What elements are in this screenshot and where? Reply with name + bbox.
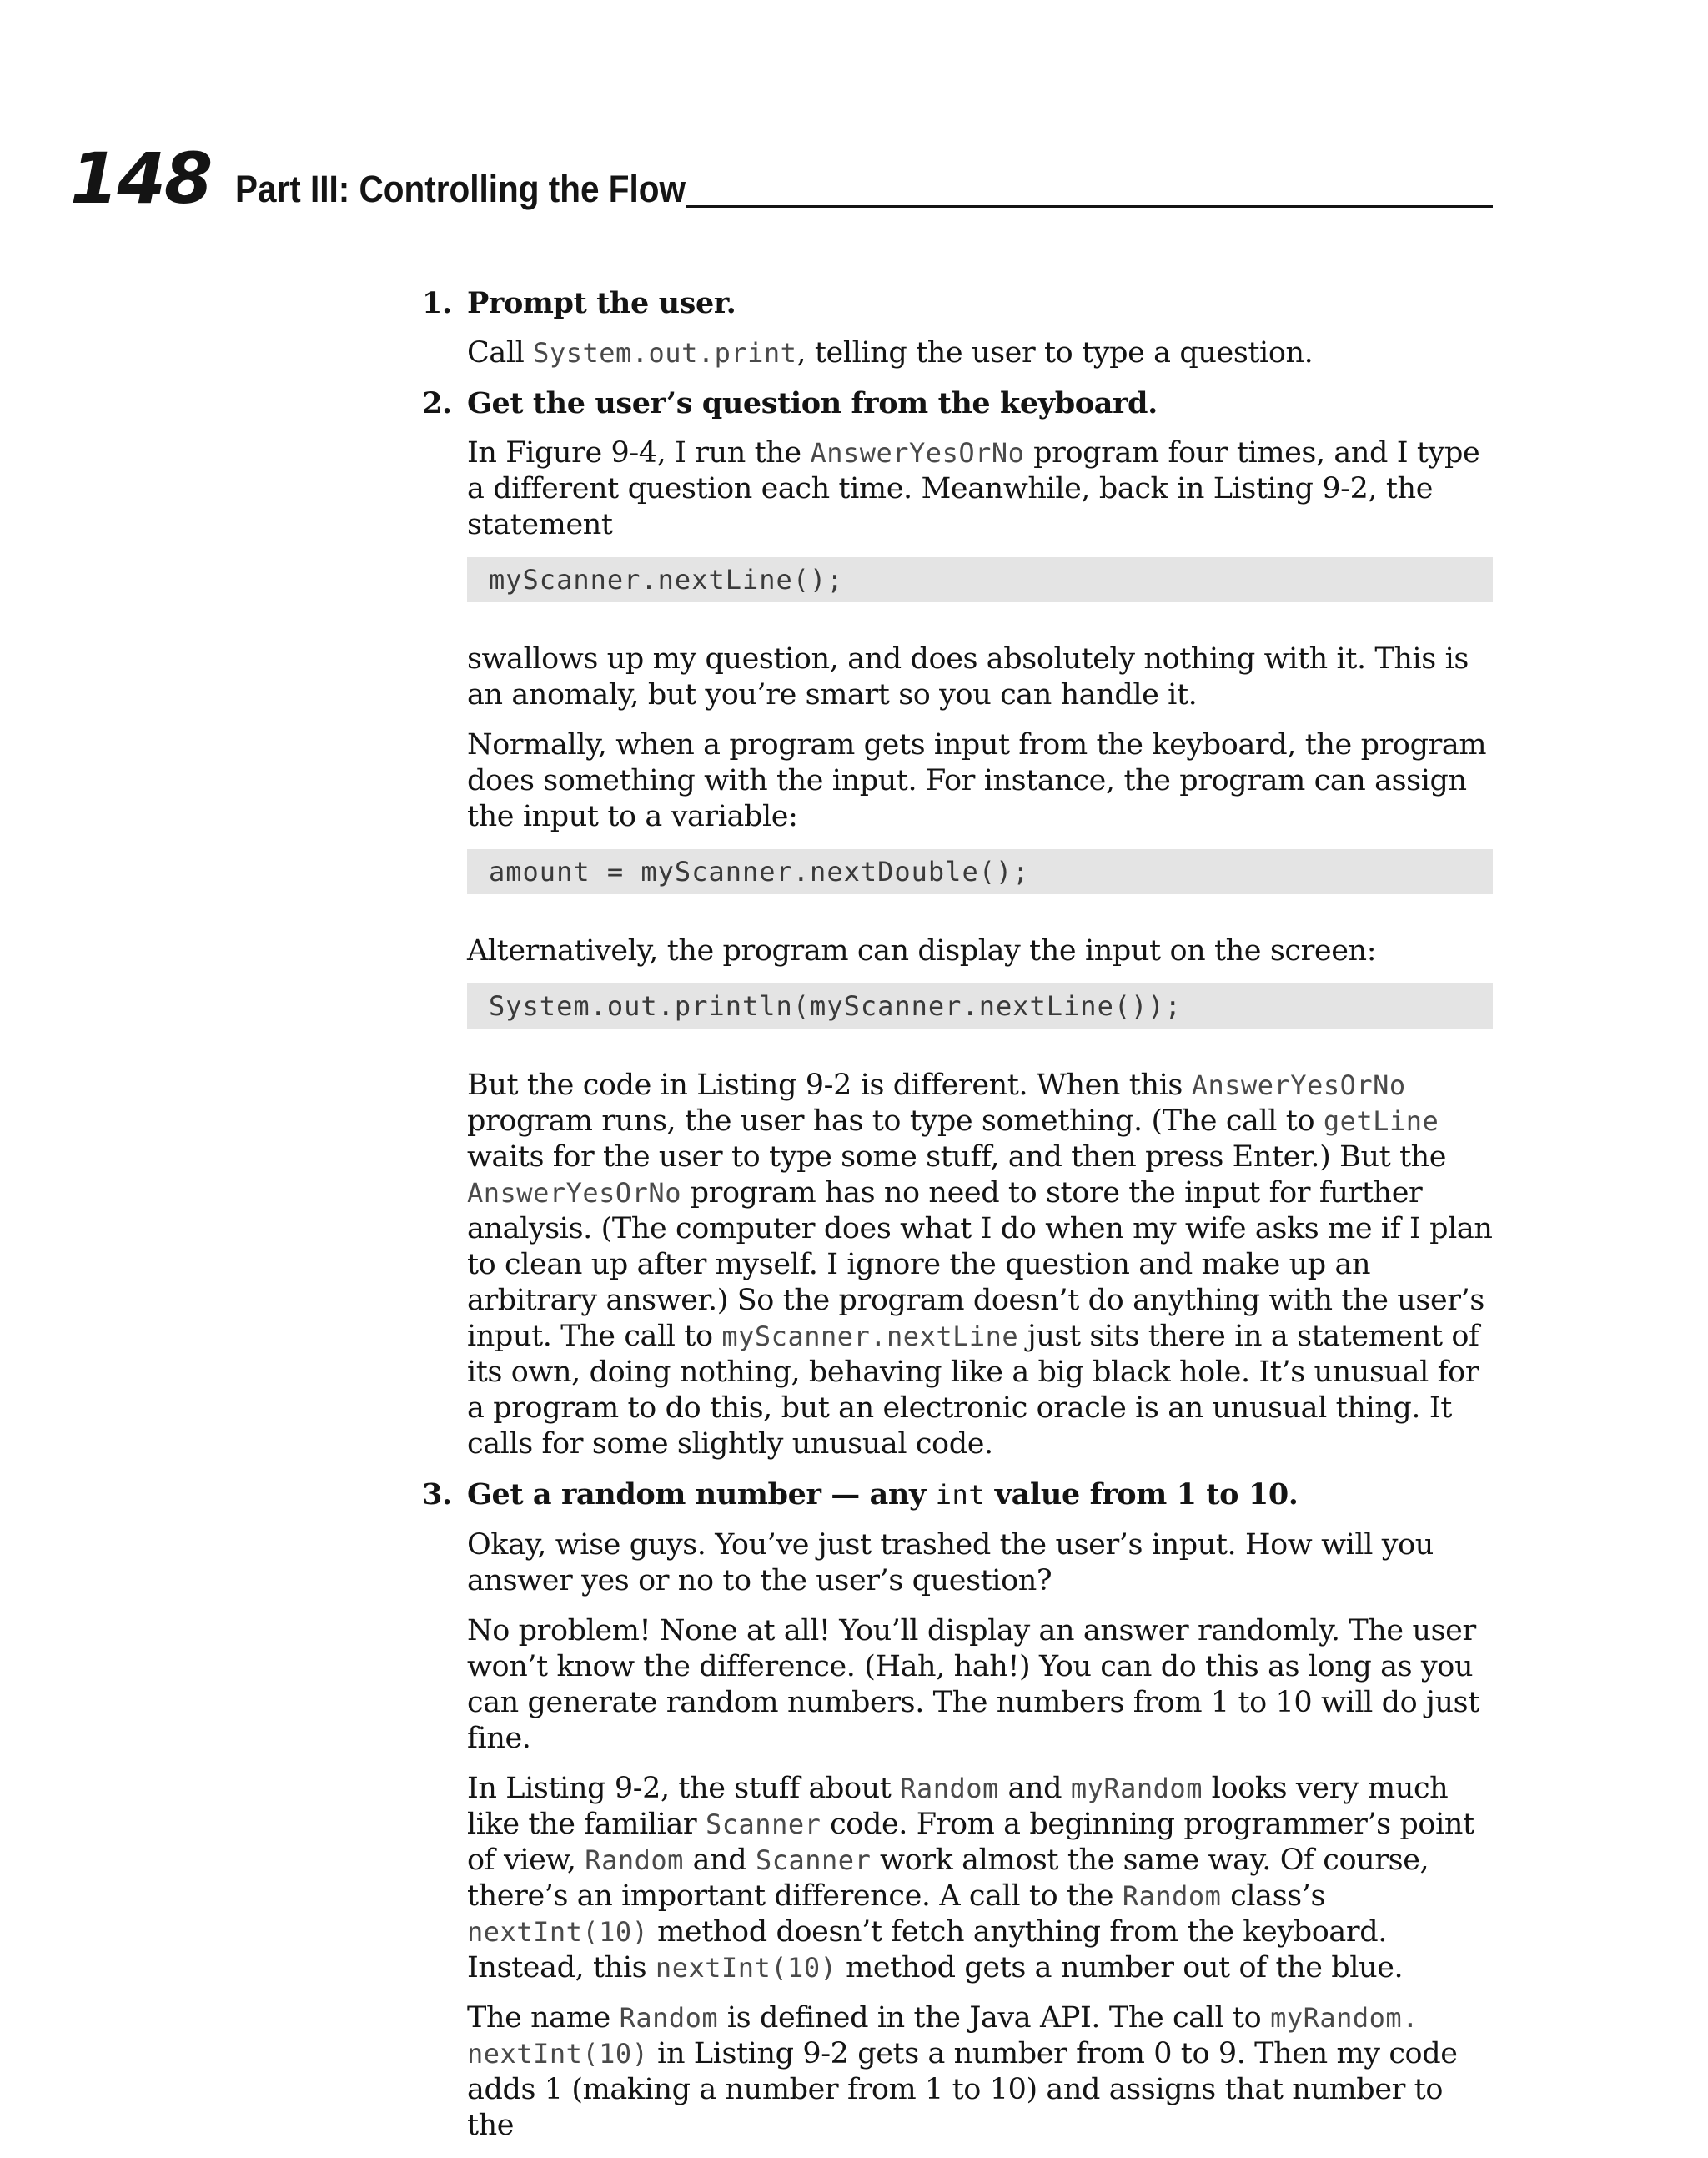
- step-2-paragraph-4: Alternatively, the program can display the input on the screen:: [467, 934, 1377, 968]
- inline-code: AnswerYesOrNo: [467, 1177, 681, 1209]
- inline-code: nextInt(10): [655, 1952, 837, 1984]
- step-2-paragraph-5: But the code in Listing 9-2 is different. When this AnswerYesOrNo program runs, the user has to type something. (The call to getLine waits for the user to type some stuff, and then press Enter.) But the AnswerYesOrNo program has no need to store the input for further analysis. (The computer does what I do when my wife asks me if I plan to clean up after myself. I ignore the question and make up an arbitrary answer.) So the program doesn’t do anything with the user’s input. The call to myScanner.nextLine just sits there in a statement of its own, doing nothing, behaving like a big black hole. It’s unusual for a program to do this, but an electronic oracle is an unusual thing. It calls for some slightly unusual code.: [467, 1069, 1493, 1461]
- page-number: 148: [70, 138, 212, 219]
- page-body: [422, 285, 1493, 2158]
- inline-code: getLine: [1323, 1105, 1439, 1137]
- step-number: 3.: [422, 1477, 452, 1512]
- chapter-title: Part III: Controlling the Flow: [235, 168, 686, 210]
- step-1-heading: [422, 285, 1493, 321]
- step-title: Prompt the user.: [467, 286, 736, 320]
- step-3-paragraph-4: The name Random is defined in the Java API. The call to myRandom. nextInt(10) in Listing 9-2 gets a number from 0 to 9. Then my code adds 1 (making a number from 1 to 10) and assigns that number to the: [467, 2001, 1458, 2142]
- inline-code: Random: [619, 2002, 719, 2034]
- inline-code: myScanner.nextLine: [721, 1320, 1019, 1352]
- header-rule: [686, 205, 1493, 208]
- inline-code: Scanner: [755, 1844, 872, 1876]
- inline-code: AnswerYesOrNo: [810, 437, 1025, 469]
- step-3-heading: [422, 1476, 1493, 1513]
- step-3-paragraph-3: In Listing 9-2, the stuff about Random and myRandom looks very much like the familiar Scanner code. From a beginning programmer’s point of view, Random and Scanner work almost the same way. Of course, there’s an important difference. A call to the Random class’s nextInt(10) method doesn’t fetch anything from the keyboard. Instead, this nextInt(10) method gets a number out of the blue.: [467, 1772, 1474, 1984]
- step-title: Get a random number — any int value from 1 to 10.: [467, 1477, 1299, 1512]
- inline-code: nextInt(10): [467, 2038, 649, 2070]
- step-3-paragraph-1: Okay, wise guys. You’ve just trashed the user’s input. How will you answer yes or no to the user’s question?: [467, 1528, 1434, 1597]
- step-title: Get the user’s question from the keyboard.: [467, 386, 1158, 420]
- code-block: myScanner.nextLine();: [467, 557, 1493, 602]
- step-3-paragraph-2: No problem! None at all! You’ll display an answer randomly. The user won’t know the difference. (Hah, hah!) You can do this as long as you can generate random numbers. The numbers from 1 to 10 will do just fine.: [467, 1614, 1479, 1755]
- inline-code: nextInt(10): [467, 1916, 649, 1948]
- inline-code: Random: [1122, 1880, 1222, 1912]
- code-block: amount = myScanner.nextDouble();: [467, 849, 1493, 894]
- step-1-paragraph: Call System.out.print, telling the user to type a question.: [467, 336, 1314, 370]
- inline-code: myRandom.: [1270, 2002, 1419, 2034]
- step-number: 2.: [422, 386, 452, 420]
- inline-code: myRandom: [1070, 1773, 1203, 1804]
- step-2-paragraph-1: In Figure 9-4, I run the AnswerYesOrNo program four times, and I type a different question each time. Meanwhile, back in Listing 9-2, the statement: [467, 436, 1480, 541]
- running-header: [0, 0, 1708, 250]
- inline-code: AnswerYesOrNo: [1191, 1069, 1406, 1101]
- code-block: System.out.println(myScanner.nextLine());: [467, 983, 1493, 1029]
- step-number: 1.: [422, 286, 452, 320]
- inline-code: int: [935, 1479, 985, 1511]
- inline-code: Random: [585, 1844, 684, 1876]
- inline-code: System.out.print: [533, 337, 797, 369]
- inline-code: Random: [900, 1773, 999, 1804]
- step-2-paragraph-3: Normally, when a program gets input from the keyboard, the program does something with the input. For instance, the program can assign the input to a variable:: [467, 728, 1487, 833]
- step-2-paragraph-2: swallows up my question, and does absolutely nothing with it. This is an anomaly, but you’re smart so you can handle it.: [467, 642, 1469, 712]
- step-2-heading: [422, 385, 1493, 421]
- inline-code: Scanner: [706, 1808, 821, 1840]
